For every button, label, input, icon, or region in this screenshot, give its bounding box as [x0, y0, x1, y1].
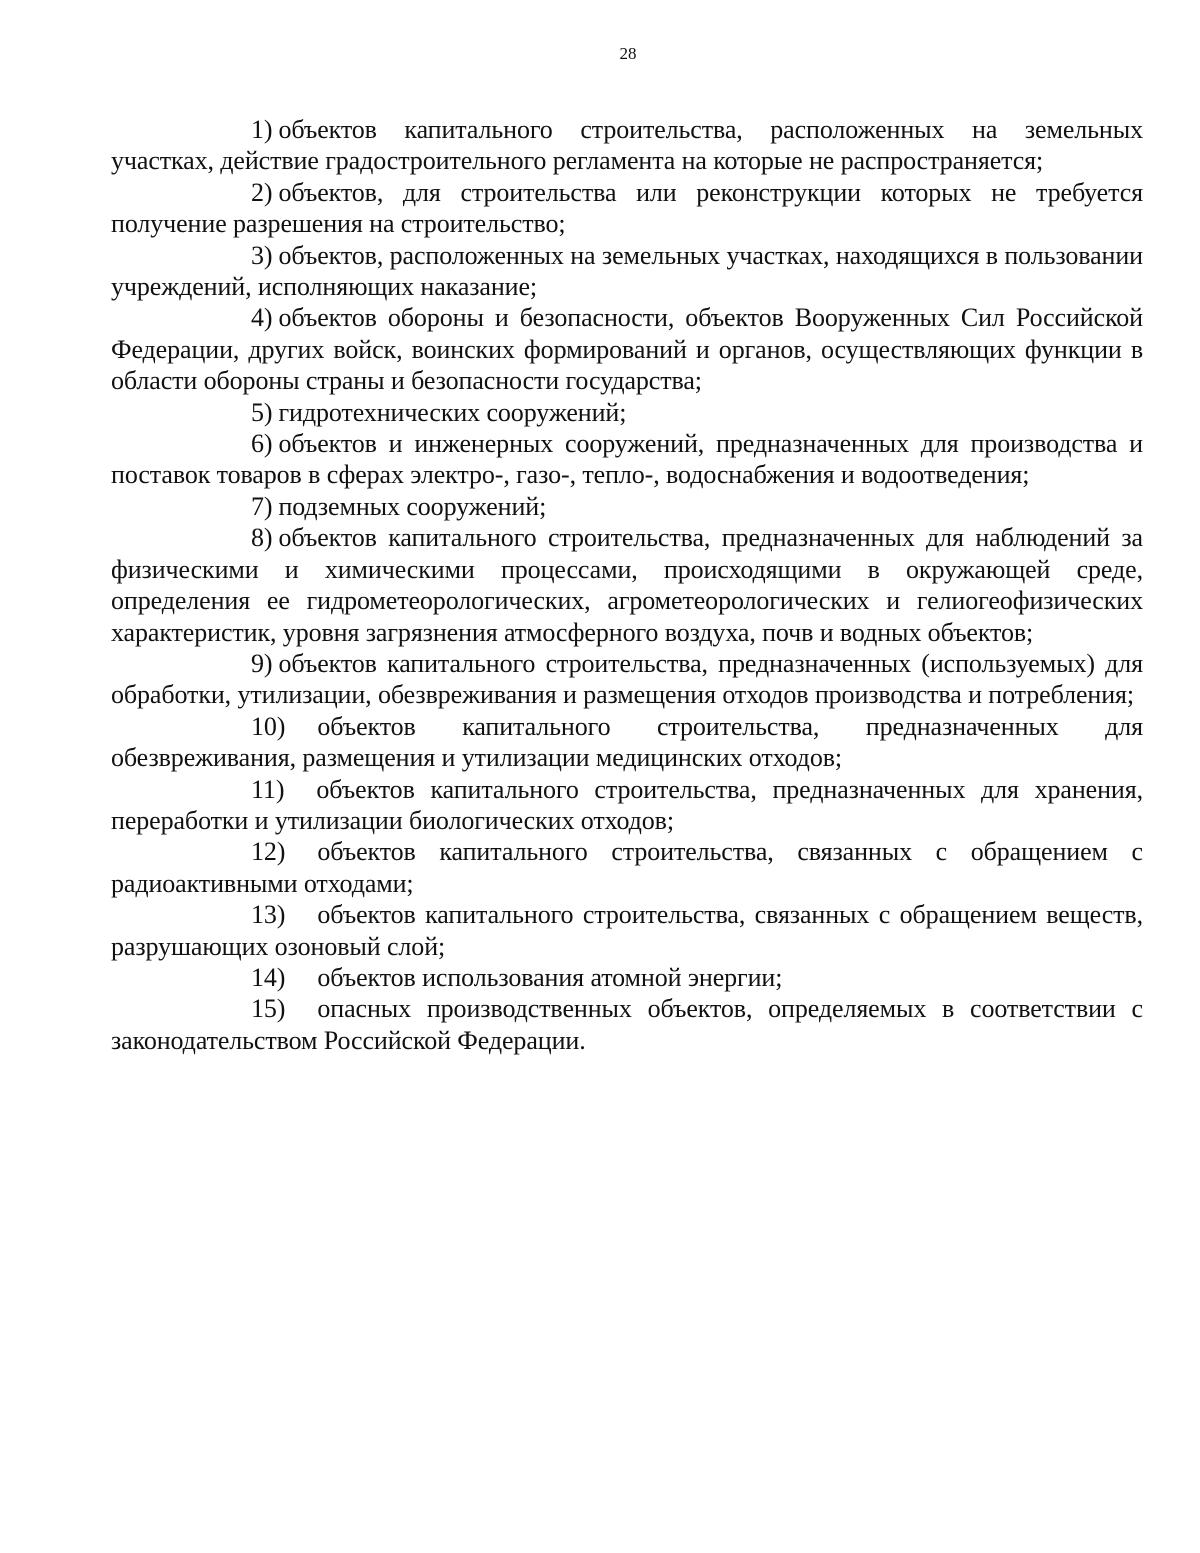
item-text: подземных сооружений;	[278, 491, 547, 521]
item-text: объектов и инженерных сооружений, предназначенных для производства и поставок товаров в сферах электро-, газо-, тепло-, водоснабжения и водоотведения;	[111, 429, 1143, 490]
item-number: 10)	[251, 711, 286, 741]
item-number: 2)	[251, 177, 273, 207]
item-text: объектов, для строительства или реконструкции которых не требуется получение разрешения на строительство;	[111, 177, 1143, 239]
list-item	[111, 240, 1143, 303]
item-number: 13)	[251, 900, 286, 930]
item-text: объектов капитального строительства, предназначенных для обезвреживания, размещения и утилизации медицинских отходов;	[111, 711, 1143, 773]
item-text: гидротехнических сооружений;	[278, 397, 627, 427]
list-item	[111, 993, 1143, 1056]
item-number: 15)	[251, 994, 286, 1024]
item-text: объектов капитального строительства, предназначенных для хранения, переработки и утилизации биологических отходов;	[111, 774, 1143, 835]
item-text: объектов капитального строительства, предназначенных для наблюдений за физическими и химическими процессами, происходящими в окружающей среде, определения ее гидрометеорологических, агрометеорологических и гелиогеофизических характеристик, уровня загрязнения атмосферного воздуха, почв и водных объектов;	[111, 523, 1143, 647]
item-text: объектов, расположенных на земельных участках, находящихся в пользовании учреждений, исполняющих наказание;	[111, 240, 1143, 302]
page-number: 28	[619, 44, 637, 63]
list-item	[111, 899, 1143, 962]
item-text: объектов капитального строительства, связанных с обращением с радиоактивными отходами;	[111, 837, 1143, 898]
list-item	[111, 428, 1143, 491]
list-item	[111, 962, 1143, 993]
list-item	[111, 711, 1143, 774]
list-item	[111, 397, 1143, 428]
list-item	[111, 491, 1143, 522]
item-number: 8)	[251, 523, 273, 553]
list-item	[111, 302, 1143, 396]
item-number: 12)	[251, 837, 286, 867]
item-number: 11)	[251, 774, 285, 804]
item-text: опасных производственных объектов, определяемых в соответствии с законодательством Российской Федерации.	[111, 994, 1143, 1055]
list-item	[111, 836, 1143, 899]
item-number: 1)	[251, 115, 273, 144]
item-number: 3)	[251, 240, 273, 270]
item-text: объектов капитального строительства, расположенных на земельных участках, действие градостроительного регламента на которые не распространяется;	[111, 115, 1143, 176]
item-text: объектов использования атомной энергии;	[317, 962, 783, 992]
list-item	[111, 177, 1143, 240]
item-list	[111, 114, 1143, 1056]
item-number: 9)	[251, 648, 273, 678]
item-text: объектов капитального строительства, предназначенных (используемых) для обработки, утилизации, обезвреживания и размещения отходов производства и потребления;	[111, 648, 1143, 710]
list-item	[111, 114, 1143, 177]
item-text: объектов обороны и безопасности, объектов Вооруженных Сил Российской Федерации, других войск, воинских формирований и органов, осуществляющих функции в области обороны страны и безопасности государства;	[111, 303, 1143, 396]
list-item	[111, 648, 1143, 711]
list-item	[111, 522, 1143, 648]
item-number: 4)	[251, 303, 273, 333]
item-number: 14)	[251, 962, 286, 992]
item-number: 5)	[251, 397, 273, 427]
list-item	[111, 774, 1143, 837]
item-text: объектов капитального строительства, связанных с обращением веществ, разрушающих озоновый слой;	[111, 900, 1143, 961]
item-number: 6)	[251, 429, 273, 459]
item-number: 7)	[251, 491, 273, 521]
